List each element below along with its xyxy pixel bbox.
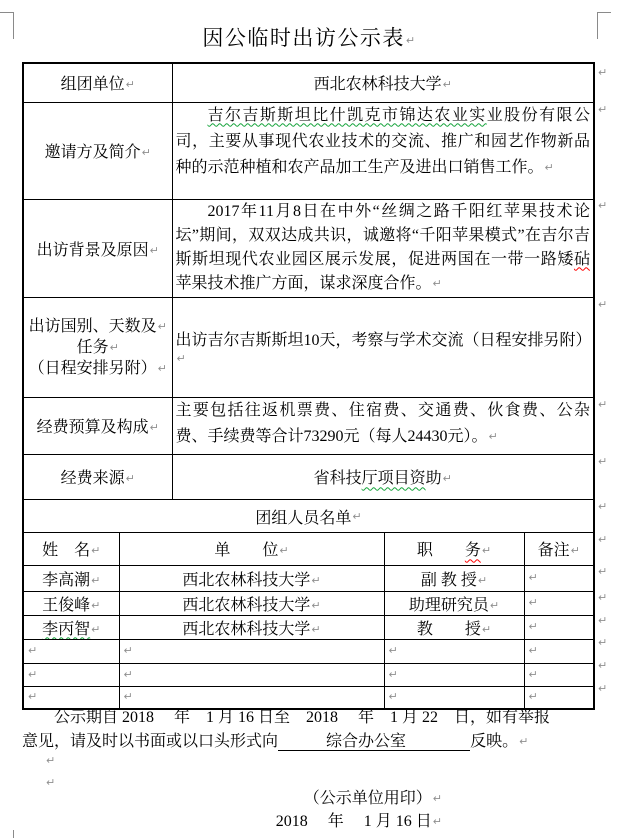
roster-header-remark-text: 备注 — [537, 542, 570, 560]
pilcrow-icon: ↵ — [91, 573, 101, 587]
pilcrow-icon: ↵ — [598, 398, 608, 411]
pilcrow-icon: ↵ — [488, 429, 498, 443]
member-name: 李高潮 — [42, 571, 91, 589]
member-unit: 西北农林科技大学 — [182, 596, 311, 614]
pilcrow-icon: ↵ — [528, 690, 538, 704]
inviter-intro-label-cell — [24, 102, 172, 199]
pilcrow-icon: ↵ — [481, 544, 492, 558]
member-unit-cell — [119, 565, 384, 591]
roster-member-row — [24, 591, 593, 615]
visit-country-days-label-line3: （日程安排另附） — [28, 359, 157, 377]
page-title — [0, 22, 619, 52]
pilcrow-icon: ↵ — [570, 544, 580, 558]
member-title-cell — [384, 565, 524, 591]
member-title-cell — [384, 615, 524, 639]
team-roster-section-title — [24, 499, 593, 533]
visit-country-days-value: 出访吉尔吉斯斯坦10天，考察与学术交流（日程安排另附） — [175, 331, 592, 349]
roster-header-unit-text: 单 位 — [214, 542, 279, 560]
budget-row — [24, 397, 593, 454]
pilcrow-icon: ↵ — [598, 500, 608, 513]
pilcrow-icon: ↵ — [28, 644, 38, 657]
pilcrow-icon: ↵ — [598, 298, 608, 311]
pilcrow-icon: ↵ — [432, 815, 442, 828]
member-title: 教 授 — [416, 620, 481, 638]
member-name: 王俊峰 — [42, 596, 91, 614]
pilcrow-icon: ↵ — [598, 591, 608, 604]
pilcrow-icon: ↵ — [125, 472, 135, 486]
roster-member-row — [24, 615, 593, 639]
empty-cell — [119, 686, 384, 708]
pilcrow-icon: ↵ — [311, 598, 321, 612]
pilcrow-icon: ↵ — [91, 598, 101, 612]
form-main-table — [24, 64, 593, 499]
roster-member-row — [24, 565, 593, 591]
pilcrow-icon: ↵ — [388, 667, 398, 681]
pilcrow-icon: ↵ — [528, 644, 538, 657]
roster-header-name — [24, 533, 119, 565]
pilcrow-icon: ↵ — [125, 78, 135, 92]
empty-cell — [384, 686, 524, 708]
pilcrow-icon: ↵ — [598, 103, 608, 116]
notice-line2-post: 反映。 — [470, 733, 519, 750]
pilcrow-icon: ↵ — [598, 455, 608, 468]
empty-cell — [524, 663, 593, 686]
spellcheck-green-text: 厅项目资 — [361, 470, 426, 488]
visit-background-text-1: 2017年11月8日在中外“丝绸之路千阳红苹果技术论坛”期间，双双达成共识，诚邀将“千阳苹果模式”在吉尔吉斯斯坦现代农业园区展示发展，促进两国在一带一路矮 — [175, 202, 590, 268]
empty-cell — [24, 686, 119, 708]
visit-country-days-label-line1: 出访国别、天数及 — [28, 317, 157, 335]
pilcrow-icon: ↵ — [149, 421, 159, 434]
pilcrow-icon: ↵ — [109, 340, 119, 354]
organizing-unit-row — [24, 64, 593, 102]
empty-paragraph — [45, 752, 55, 770]
roster-header-unit — [119, 533, 384, 565]
budget-label: 经费预算及构成 — [36, 419, 149, 436]
funding-source-text-1: 省科技 — [313, 470, 362, 488]
roster-empty-row — [24, 663, 593, 686]
pilcrow-icon: ↵ — [598, 66, 608, 79]
member-name-cell — [24, 591, 119, 615]
pilcrow-icon: ↵ — [598, 682, 608, 695]
pilcrow-icon: ↵ — [432, 276, 442, 290]
pilcrow-icon: ↵ — [46, 754, 56, 767]
spellcheck-green-text: 李丙智 — [42, 620, 91, 638]
pilcrow-icon: ↵ — [544, 160, 554, 174]
pilcrow-icon: ↵ — [405, 34, 417, 47]
pilcrow-icon: ↵ — [46, 776, 56, 789]
budget-label-cell — [24, 397, 172, 454]
roster-header-title — [384, 533, 524, 565]
funding-source-text-2: 助 — [425, 470, 442, 488]
pilcrow-icon: ↵ — [432, 792, 442, 805]
visit-country-days-label-line2: 任务 — [76, 338, 109, 356]
pilcrow-icon: ↵ — [123, 644, 133, 657]
empty-cell — [524, 639, 593, 663]
pilcrow-icon: ↵ — [388, 644, 398, 657]
pilcrow-icon: ↵ — [598, 614, 608, 627]
pilcrow-icon: ↵ — [123, 690, 133, 704]
form-table — [22, 62, 595, 710]
pilcrow-icon: ↵ — [176, 351, 186, 365]
pilcrow-icon: ↵ — [279, 544, 289, 558]
budget-paragraph — [176, 398, 591, 450]
organizing-unit-label: 组团单位 — [60, 76, 125, 94]
pilcrow-icon: ↵ — [528, 620, 538, 633]
empty-cell — [119, 663, 384, 686]
roster-header-row — [24, 533, 593, 565]
pilcrow-icon: ↵ — [157, 361, 167, 375]
funding-source-label-cell — [24, 454, 172, 499]
roster-empty-row — [24, 639, 593, 663]
visit-background-row — [24, 199, 593, 297]
budget-value-cell — [172, 397, 593, 454]
pilcrow-icon: ↵ — [311, 573, 321, 587]
empty-cell — [24, 639, 119, 663]
notice-line1: 公示期自 2018 年 1 月 16 日至 2018 年 1 月 22 日，如有举报 — [54, 709, 551, 726]
office-name: 综合办公室 — [326, 733, 407, 750]
member-title: 助理研究员 — [408, 596, 489, 614]
member-remark-cell — [524, 565, 593, 591]
pilcrow-icon: ↵ — [311, 622, 321, 636]
seal-note: （公示单位用印） — [303, 790, 432, 807]
pilcrow-icon: ↵ — [442, 472, 452, 486]
pilcrow-icon: ↵ — [141, 146, 151, 159]
organizing-unit-label-cell — [24, 64, 172, 102]
pilcrow-icon: ↵ — [598, 659, 608, 672]
visit-background-value-cell — [172, 199, 593, 297]
pilcrow-icon: ↵ — [598, 199, 608, 212]
pilcrow-icon: ↵ — [598, 636, 608, 649]
visit-background-label: 出访背景及原因 — [36, 241, 149, 259]
roster-table — [24, 533, 593, 708]
member-name-cell — [24, 565, 119, 591]
notice-paragraph — [22, 706, 598, 754]
issue-date-line — [22, 810, 442, 833]
team-roster-section-title-text: 团组人员名单 — [255, 509, 352, 527]
member-unit: 西北农林科技大学 — [182, 571, 311, 589]
pilcrow-icon: ↵ — [442, 78, 452, 92]
inviter-intro-label: 邀请方及简介 — [44, 144, 141, 161]
member-remark-cell — [524, 591, 593, 615]
visit-country-days-label-cell — [24, 297, 172, 397]
pilcrow-icon: ↵ — [157, 319, 167, 333]
page-title-text: 因公临时出访公示表 — [202, 26, 405, 50]
inviter-intro-text: 业股份有限公司，主要从事现代农业技术的交流、推广和园艺作物新品种的示范种植和农产品加工生产及进出口销售工作。 — [175, 106, 590, 176]
roster-empty-row — [24, 686, 593, 708]
budget-text: 主要包括往返机票费、住宿费、交通费、伙食费、公杂费、手续费等合计73290元（每人24430元）。 — [175, 401, 590, 445]
inviter-intro-row — [24, 102, 593, 199]
inviter-intro-value-cell — [172, 102, 593, 199]
inviter-intro-paragraph — [176, 103, 591, 181]
pilcrow-icon: ↵ — [528, 571, 538, 584]
pilcrow-icon: ↵ — [519, 735, 529, 748]
visit-country-days-row — [24, 297, 593, 397]
organizing-unit-value: 西北农林科技大学 — [313, 76, 442, 94]
pilcrow-icon: ↵ — [28, 690, 38, 704]
member-title-cell — [384, 591, 524, 615]
visit-country-days-value-cell — [172, 297, 593, 397]
empty-cell — [524, 686, 593, 708]
visit-background-label-cell — [24, 199, 172, 297]
pilcrow-icon: ↵ — [598, 533, 608, 546]
member-title: 副 教 授 — [420, 571, 477, 589]
pilcrow-icon: ↵ — [123, 667, 133, 681]
pilcrow-icon: ↵ — [388, 690, 398, 704]
blank-right — [406, 733, 470, 750]
issue-date: 2018 年 1 月 16 日 — [275, 813, 432, 830]
pilcrow-icon: ↵ — [28, 667, 38, 681]
member-unit-cell — [119, 591, 384, 615]
funding-source-label: 经费来源 — [60, 470, 125, 488]
member-unit: 西北农林科技大学 — [182, 620, 311, 638]
pilcrow-icon: ↵ — [528, 667, 538, 681]
roster-header-remark — [524, 533, 593, 565]
empty-cell — [24, 663, 119, 686]
seal-note-line — [22, 787, 442, 810]
roster-header-title-text-1: 职 — [416, 542, 465, 560]
member-name-cell — [24, 615, 119, 639]
pilcrow-icon: ↵ — [481, 622, 492, 636]
member-remark-cell — [524, 615, 593, 639]
pilcrow-icon: ↵ — [477, 573, 488, 587]
visit-background-text-2: 苹果技术推广方面，谋求深度合作。 — [175, 274, 432, 292]
roster-header-name-text: 姓 名 — [42, 542, 91, 560]
pilcrow-icon: ↵ — [528, 596, 538, 609]
empty-cell — [384, 663, 524, 686]
spellcheck-red-text: 砧 — [573, 250, 590, 268]
pilcrow-icon: ↵ — [352, 509, 362, 523]
blank-left — [278, 733, 326, 750]
signoff-block — [22, 787, 442, 833]
funding-source-value-cell — [172, 454, 593, 499]
funding-source-row — [24, 454, 593, 499]
pilcrow-icon: ↵ — [489, 598, 500, 612]
empty-cell — [384, 639, 524, 663]
pilcrow-icon: ↵ — [598, 565, 608, 578]
spellcheck-green-text: 吉尔吉斯斯坦比什凯克市锦达农业实 — [207, 106, 487, 124]
member-unit-cell — [119, 615, 384, 639]
spellcheck-red-text: 务 — [464, 542, 481, 560]
office-blank-underline — [278, 733, 470, 751]
crop-mark-bottom-left — [0, 830, 14, 838]
visit-background-paragraph — [176, 200, 591, 296]
notice-line2-pre: 意见，请及时以书面或以口头形式向 — [22, 733, 279, 750]
pilcrow-icon: ↵ — [91, 622, 101, 636]
pilcrow-icon: ↵ — [91, 544, 101, 558]
pilcrow-icon: ↵ — [149, 243, 159, 257]
organizing-unit-value-cell — [172, 64, 593, 102]
empty-cell — [119, 639, 384, 663]
